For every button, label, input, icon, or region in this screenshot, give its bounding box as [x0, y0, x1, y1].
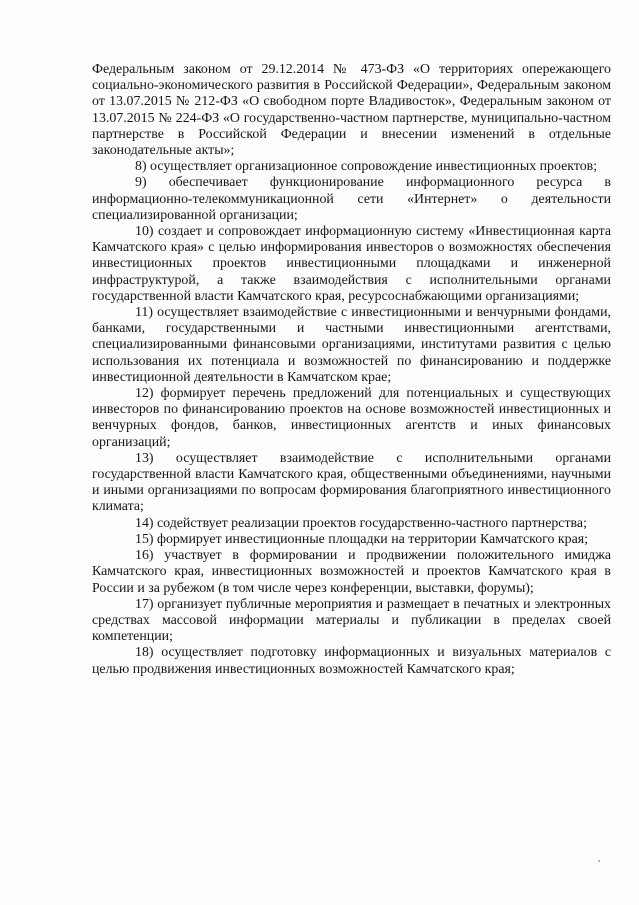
paragraph-item-12: 12) формирует перечень предложений для потенциальных и существующих инвесторов по финансированию проектов на основе возможностей инвестиционных и венчурных фондов, банков, инвестиционных агентств и иных финансовых организаций; [92, 386, 611, 450]
paragraph-item-15: 15) формирует инвестиционные площадки на территории Камчатского края; [135, 531, 589, 547]
paragraph-item-14: 14) содействует реализации проектов государственно-частного партнерства; [135, 515, 587, 531]
paragraph-item-10: 10) создает и сопровождает информационную систему «Инвестиционная карта Камчатского края» с целью информирования инвесторов о возможностях обеспечения инвестиционных проектов инвестиционными площадками и инженерной инфраструктурой, а также взаимодействия с исполнительными органами государственной власти Камчатского края, ресурсоснабжающими организациями; [92, 224, 611, 304]
paragraph-item-11: 11) осуществляет взаимодействие с инвестиционными и венчурными фондами, банками, государственными и частными инвестиционными агентствами, специализированными финансовыми организациями, институтами развития с целью использования их потенциала и возможностей по финансированию и поддержке инвестиционной деятельности в Камчатском крае; [92, 305, 611, 385]
scan-speck [598, 860, 600, 862]
document-body [92, 62, 611, 678]
paragraph-item-13: 13) осуществляет взаимодействие с исполнительными органами государственной власти Камчатского края, общественными объединениями, научными и иными организациями по вопросам формирования благоприятного инвестиционного климата; [92, 450, 611, 515]
paragraph-item-9: 9) обеспечивает функционирование информационного ресурса в информационно-телекоммуникационной сети «Интернет» о деятельности специализированной организации; [92, 175, 611, 223]
paragraph-item-18: 18) осуществляет подготовку информационных и визуальных материалов с целью продвижения инвестиционных возможностей Камчатского края; [92, 645, 611, 677]
paragraph-item-8: 8) осуществляет организационное сопровождение инвестиционных проектов; [135, 159, 598, 175]
paragraph-item-17: 17) организует публичные мероприятия и размещает в печатных и электронных средствах массовой информации материалы и публикации в пределах своей компетенции; [92, 596, 611, 645]
paragraph-item-16: 16) участвует в формировании и продвижении положительного имиджа Камчатского края, инвестиционных возможностей и проектов Камчатского края в России и за рубежом (в том числе через конференции, выставки, форумы); [92, 548, 611, 596]
paragraph-laws: Федеральным законом от 29.12.2014 № 473-ФЗ «О территориях опережающего социально-экономического развития в Российской Федерации», Федеральным законом от 13.07.2015 № 212-ФЗ «О свободном порте Владивосток», Федеральным законом от 13.07.2015 № 224-ФЗ «О государственно-частном партнерстве, муниципально-частном партнерстве в Российской Федерации и внесении изменений в отдельные законодательные акты»; [92, 62, 611, 159]
